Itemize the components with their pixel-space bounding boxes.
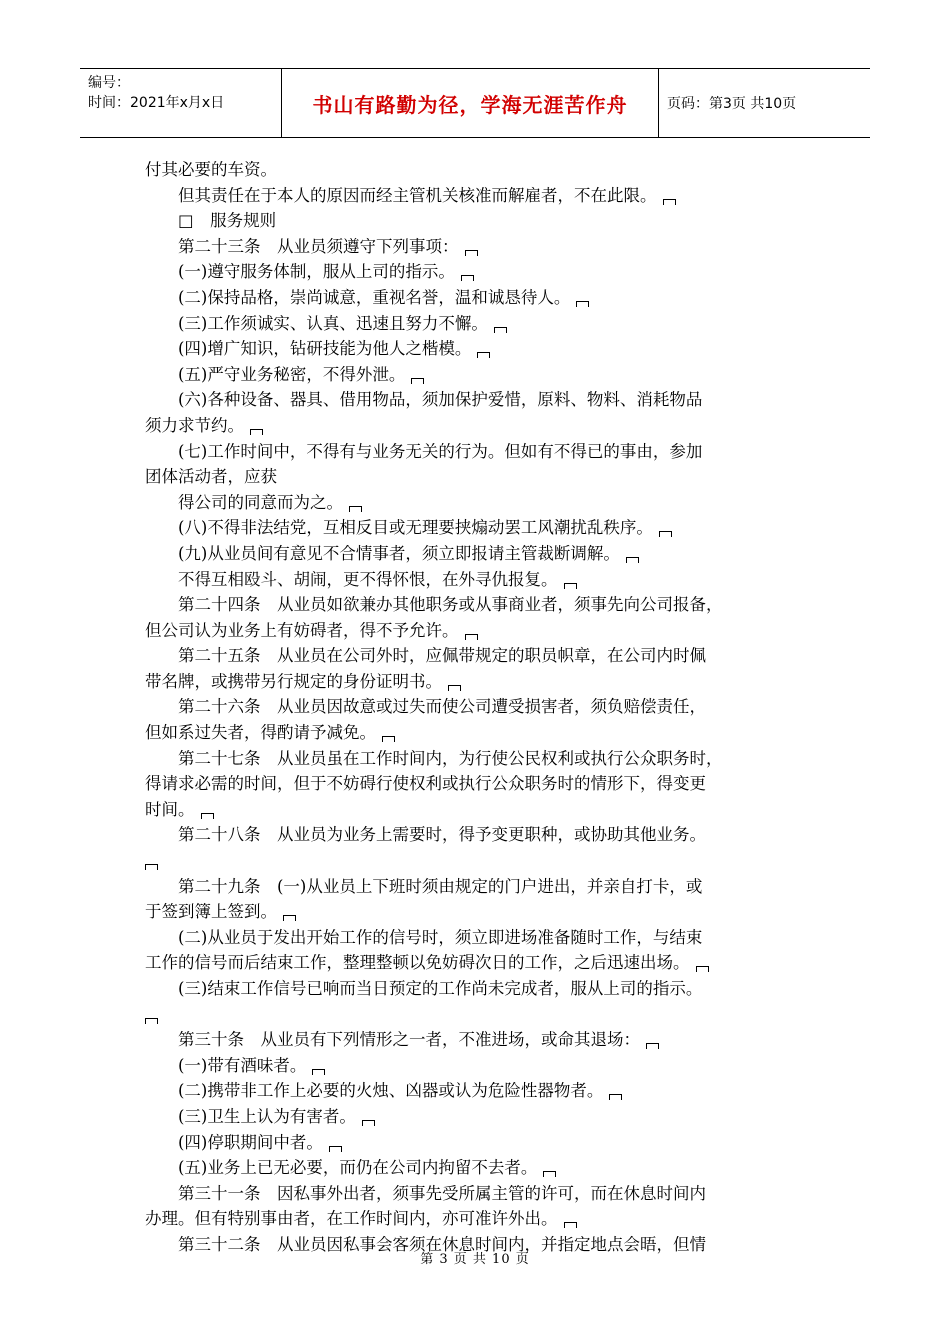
paragraph-mark-icon	[461, 275, 474, 281]
paragraph-mark-icon	[382, 736, 395, 742]
list-item: (一)带有酒味者。	[145, 1053, 810, 1079]
article-continuation: 得请求必需的时间，但于不妨碍行使权利或执行公众职务时的情形下，得变更	[145, 774, 706, 794]
list-item: (六)各种设备、器具、借用物品，须加保护爱惜，原料、物料、消耗物品	[178, 390, 703, 410]
list-item: (二)从业员于发出开始工作的信号时，须立即进场准备随时工作，与结束	[178, 927, 703, 947]
list-item: (九)从业员间有意见不合情事者，须立即报请主管裁断调解。	[145, 541, 810, 567]
article-continuation: 但如系过失者，得酌请予减免。	[145, 720, 810, 746]
document-date-label: 时间：2021年x月x日	[88, 95, 225, 111]
list-item: (四)停职期间中者。	[145, 1130, 810, 1156]
list-item: (四)增广知识，钻研技能为他人之楷模。	[145, 336, 810, 362]
article-continuation: 办理。但有特别事由者，在工作时间内，亦可准许外出。	[145, 1206, 810, 1232]
list-item-continuation: 须力求节约。	[145, 413, 810, 439]
list-item: (三)工作须诚实、认真、迅速且努力不懈。	[145, 311, 810, 337]
paragraph-mark-icon	[477, 352, 490, 358]
paragraph-mark-icon	[564, 583, 577, 589]
article-continuation: 时间。	[145, 797, 810, 823]
paragraph-mark-line	[145, 1002, 810, 1028]
list-item: (一)遵守服务体制，服从上司的指示。	[145, 259, 810, 285]
paragraph-mark-icon	[494, 327, 507, 333]
header-page-indicator: 页码：第3页 共10页	[667, 96, 797, 112]
document-body	[145, 157, 810, 1258]
list-item: (八)不得非法结党，互相反目或无理要挟煽动罢工风潮扰乱秩序。	[145, 515, 810, 541]
body-line: 但其责任在于本人的原因而经主管机关核准而解雇者，不在此限。	[145, 183, 810, 209]
paragraph-mark-icon	[696, 966, 709, 972]
header-motto: 书山有路勤为径，学海无涯苦作舟	[282, 69, 659, 137]
list-item: (七)工作时间中，不得有与业务无关的行为。但如有不得已的事由，参加	[178, 441, 703, 461]
list-item: (二)携带非工作上必要的火烛、凶器或认为危险性器物者。	[145, 1078, 810, 1104]
article-line: 第二十四条 从业员如欲兼办其他职务或从事商业者，须事先向公司报备，	[178, 595, 723, 615]
paragraph-mark-icon	[283, 915, 296, 921]
paragraph-mark-icon	[329, 1146, 342, 1152]
article-line: 第三十二条 从业员因私事会客须在休息时间内，并指定地点会晤，但情	[178, 1234, 706, 1254]
paragraph-mark-icon	[411, 378, 424, 384]
paragraph-mark-icon	[362, 1120, 375, 1126]
paragraph-mark-icon	[448, 685, 461, 691]
article-continuation: 但公司认为业务上有妨碍者，得不予允许。	[145, 618, 810, 644]
paragraph-mark-line	[145, 848, 810, 874]
article-continuation: 带名牌，或携带另行规定的身份证明书。	[145, 669, 810, 695]
body-line: 不得互相殴斗、胡闹，更不得怀恨，在外寻仇报复。	[145, 567, 810, 593]
paragraph-mark-icon	[543, 1171, 556, 1177]
list-item: (二)保持品格，崇尚诚意，重视名誉，温和诚恳待人。	[145, 285, 810, 311]
paragraph-mark-icon	[312, 1069, 325, 1075]
body-line: 付其必要的车资。	[145, 160, 277, 179]
article-line: 第二十六条 从业员因故意或过失而使公司遭受损害者，须负赔偿责任，	[178, 697, 706, 717]
header-meta	[80, 69, 282, 137]
paragraph-mark-icon	[145, 1018, 158, 1024]
section-heading: □ 服务规则	[178, 211, 277, 231]
article-line: 第二十八条 从业员为业务上需要时，得予变更职种，或协助其他业务。	[178, 825, 706, 845]
paragraph-mark-icon	[250, 429, 263, 435]
paragraph-mark-icon	[465, 634, 478, 640]
paragraph-mark-icon	[626, 557, 639, 563]
list-item-continuation: 工作的信号而后结束工作，整理整顿以免妨碍次日的工作，之后迅速出场。	[145, 950, 810, 976]
article-line: 第三十一条 因私事外出者，须事先受所属主管的许可，而在休息时间内	[178, 1183, 706, 1203]
list-item: (三)卫生上认为有害者。	[145, 1104, 810, 1130]
paragraph-mark-icon	[465, 250, 478, 256]
article-line: 第二十三条 从业员须遵守下列事项：	[145, 234, 810, 260]
paragraph-mark-icon	[145, 864, 158, 870]
paragraph-mark-icon	[646, 1043, 659, 1049]
list-item-continuation: 团体活动者，应获	[145, 467, 277, 487]
paragraph-mark-icon	[659, 531, 672, 537]
paragraph-mark-icon	[564, 1222, 577, 1228]
paragraph-mark-icon	[609, 1094, 622, 1100]
paragraph-mark-icon	[663, 199, 676, 205]
paragraph-mark-icon	[349, 506, 362, 512]
page-header	[80, 68, 870, 138]
list-item: (五)严守业务秘密，不得外泄。	[145, 362, 810, 388]
paragraph-mark-icon	[576, 301, 589, 307]
document-number-label: 编号：	[88, 75, 130, 91]
paragraph-mark-icon	[201, 813, 214, 819]
page-footer: 第 3 页 共 10 页	[420, 1252, 530, 1267]
article-line: 第二十五条 从业员在公司外时，应佩带规定的职员帜章，在公司内时佩	[178, 646, 706, 666]
list-item-continuation: 得公司的同意而为之。	[145, 490, 810, 516]
list-item: (三)结束工作信号已响而当日预定的工作尚未完成者，服从上司的指示。	[178, 979, 703, 998]
article-line: 第三十条 从业员有下列情形之一者，不准进场，或命其退场：	[145, 1027, 810, 1053]
article-line: 第二十九条 (一)从业员上下班时须由规定的门户进出，并亲自打卡，或	[178, 876, 703, 896]
article-continuation: 于签到簿上签到。	[145, 899, 810, 925]
list-item: (五)业务上已无必要，而仍在公司内拘留不去者。	[145, 1155, 810, 1181]
article-line: 第二十七条 从业员虽在工作时间内，为行使公民权利或执行公众职务时，	[178, 748, 723, 768]
